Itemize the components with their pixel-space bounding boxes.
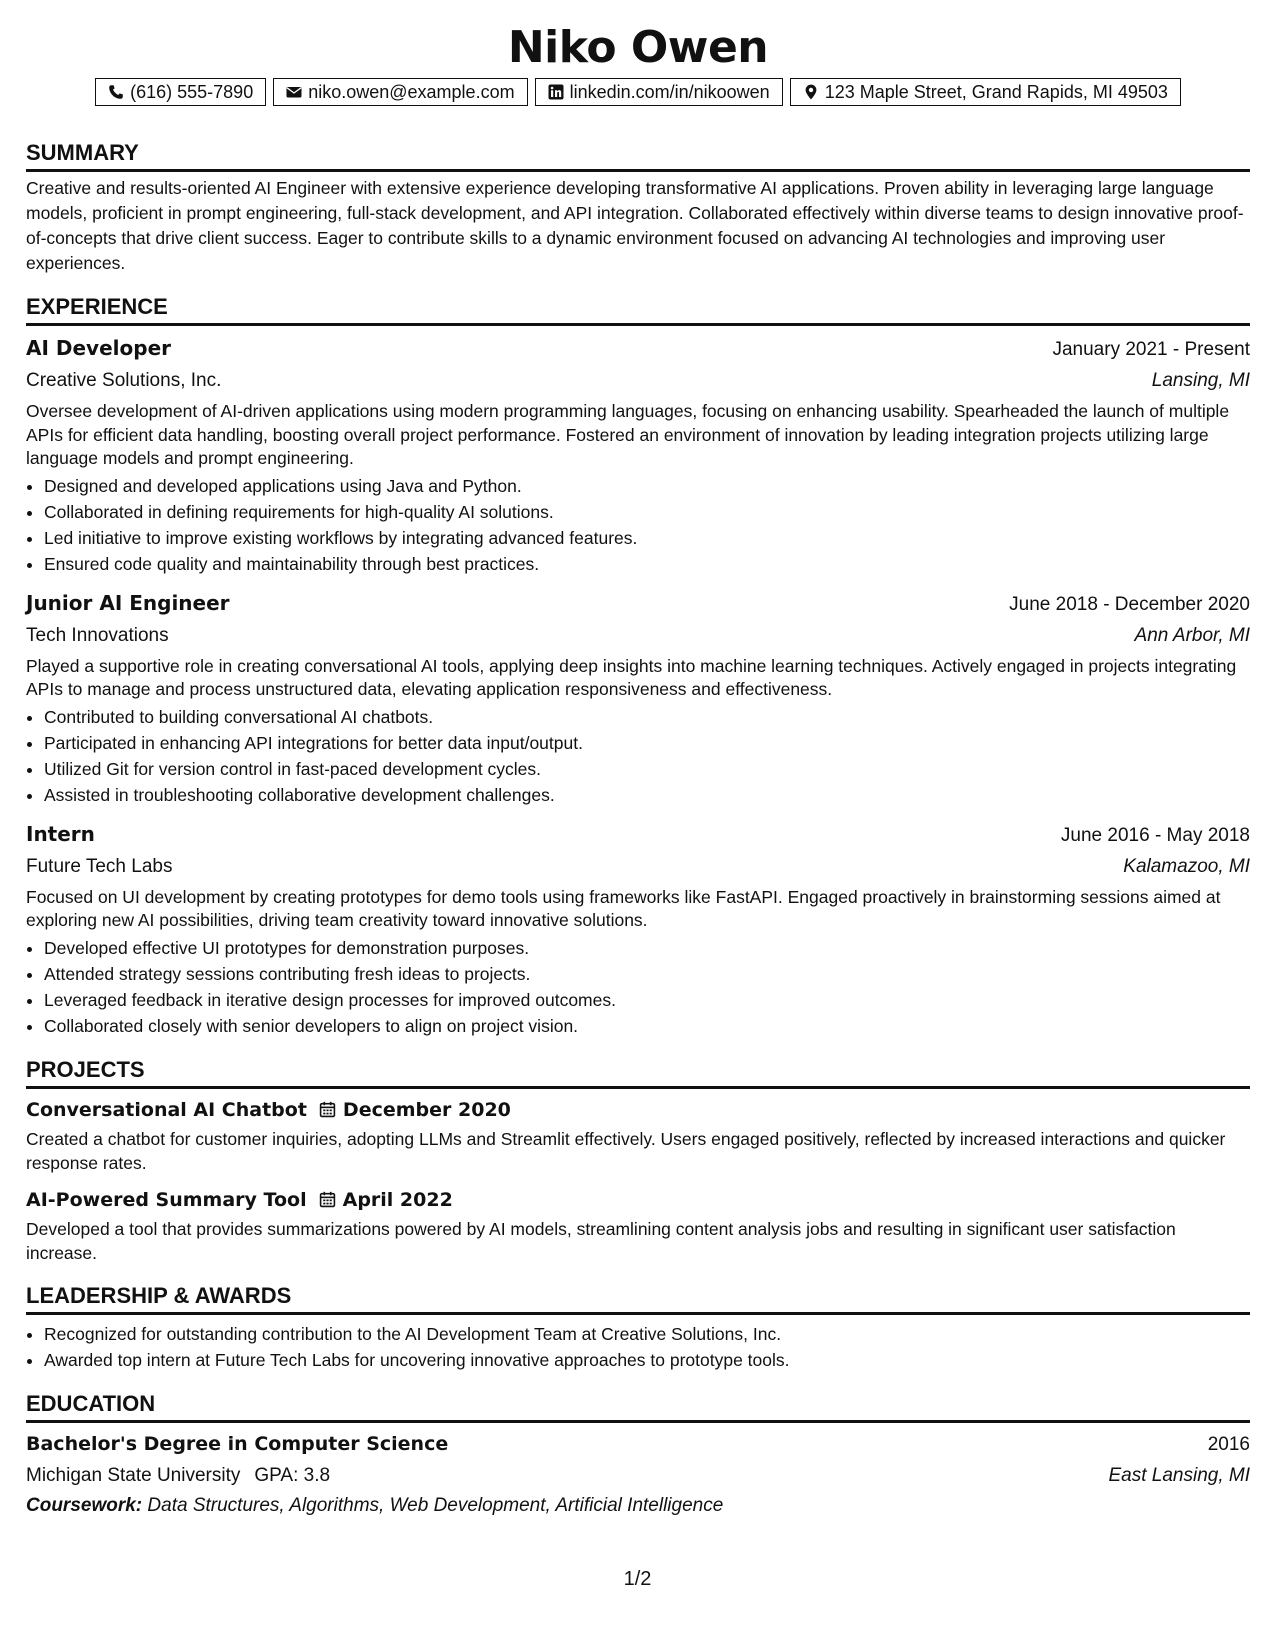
job-bullets <box>26 704 1250 808</box>
section-title-experience: EXPERIENCE <box>26 294 1250 326</box>
list-item: • Collaborated in defining requirements for high-quality AI solutions. <box>44 499 1250 525</box>
map-marker-icon <box>803 84 819 100</box>
company-name: Future Tech Labs <box>26 855 173 877</box>
job-title: AI Developer <box>26 336 171 360</box>
contact-email[interactable] <box>273 78 527 106</box>
gpa: GPA: 3.8 <box>254 1464 331 1486</box>
linkedin-icon <box>548 84 564 100</box>
job-location: Ann Arbor, MI <box>1134 624 1250 646</box>
contact-address <box>790 78 1181 106</box>
candidate-name: Niko Owen <box>507 22 769 73</box>
experience-entry <box>26 332 1250 577</box>
project-date: December 2020 <box>342 1098 511 1121</box>
list-item: • Assisted in troubleshooting collaborative development challenges. <box>44 782 1250 808</box>
leadership-section <box>26 1283 1250 1373</box>
job-description: Oversee development of AI-driven applications using modern programming languages, focusing on enhancing usability. Spearheaded the launch of multiple APIs for efficient data handling, boosting overall project performance. Fostered an environment of innovation by leading integration projects utilizing large language models and prompt engineering. <box>26 401 1230 468</box>
project-description: Created a chatbot for customer inquiries, adopting LLMs and Streamlit effectively. Users engaged positively, reflected by increased interactions and quicker response rates. <box>26 1128 1226 1173</box>
school-name: Michigan State University <box>26 1464 241 1486</box>
list-item: • Ensured code quality and maintainability through best practices. <box>44 551 1250 577</box>
list-item: • Leveraged feedback in iterative design processes for improved outcomes. <box>44 987 1250 1013</box>
contact-phone[interactable] <box>95 78 266 106</box>
company-name: Tech Innovations <box>26 624 169 646</box>
contact-linkedin-text: linkedin.com/in/nikoowen <box>569 81 770 102</box>
resume-page <box>26 0 1250 1521</box>
list-item: • Attended strategy sessions contributing fresh ideas to projects. <box>44 961 1250 987</box>
experience-entry <box>26 818 1250 1039</box>
job-dates: June 2016 - May 2018 <box>1060 824 1250 846</box>
degree-title: Bachelor's Degree in Computer Science <box>26 1432 449 1455</box>
job-location: Kalamazoo, MI <box>1123 855 1250 877</box>
list-item: • Collaborated closely with senior developers to align on project vision. <box>44 1013 1250 1039</box>
envelope-icon <box>286 84 302 100</box>
calendar-icon <box>319 1101 336 1118</box>
page-number: 1/2 <box>623 1568 652 1590</box>
project-name: AI-Powered Summary Tool <box>26 1188 307 1211</box>
list-item: • Recognized for outstanding contribution to the AI Development Team at Creative Solutions, Inc. <box>44 1321 1250 1347</box>
job-bullets <box>26 473 1250 577</box>
project-description: Developed a tool that provides summarizations powered by AI models, streamlining content analysis jobs and resulting in significant user satisfaction increase. <box>26 1218 1176 1263</box>
project-entry <box>26 1185 1250 1265</box>
job-location: Lansing, MI <box>1151 370 1250 391</box>
contact-address-text: 123 Maple Street, Grand Rapids, MI 49503 <box>824 81 1168 102</box>
job-dates: June 2018 - December 2020 <box>1009 593 1250 615</box>
list-item: • Awarded top intern at Future Tech Labs for uncovering innovative approaches to prototype tools. <box>44 1347 1250 1373</box>
list-item: • Contributed to building conversational AI chatbots. <box>44 704 1250 730</box>
education-entry <box>26 1429 1250 1521</box>
phone-icon <box>108 84 124 100</box>
coursework-label: Coursework: <box>26 1494 143 1516</box>
job-title: Junior AI Engineer <box>26 590 230 615</box>
list-item: • Led initiative to improve existing workflows by integrating advanced features. <box>44 525 1250 551</box>
list-item: • Designed and developed applications using Java and Python. <box>44 473 1250 499</box>
section-title-summary: SUMMARY <box>26 140 1250 172</box>
job-title: Intern <box>26 821 95 846</box>
section-title-projects: PROJECTS <box>26 1057 1250 1089</box>
contact-email-text: niko.owen@example.com <box>308 81 515 102</box>
calendar-icon <box>319 1191 336 1208</box>
company-name: Creative Solutions, Inc. <box>26 370 222 391</box>
project-date: April 2022 <box>342 1188 453 1211</box>
leadership-bullets <box>26 1321 1250 1373</box>
list-item: • Utilized Git for version control in fast-paced development cycles. <box>44 756 1250 782</box>
contact-linkedin[interactable] <box>535 78 783 106</box>
summary-section <box>26 140 1250 276</box>
contact-phone-text: (616) 555-7890 <box>130 81 254 102</box>
section-title-education: EDUCATION <box>26 1391 1250 1423</box>
education-section <box>26 1391 1250 1521</box>
school-location: East Lansing, MI <box>1108 1464 1250 1486</box>
section-title-leadership: LEADERSHIP & AWARDS <box>26 1283 1250 1315</box>
job-dates: January 2021 - Present <box>1052 339 1250 360</box>
experience-entry <box>26 587 1250 808</box>
job-description: Focused on UI development by creating prototypes for demo tools using frameworks like FastAPI. Engaged proactively in brainstorming sessions aimed at exploring new AI possibilities, driving team creativity toward innovative solutions. <box>26 886 1221 930</box>
job-bullets <box>26 935 1250 1039</box>
coursework-list: Data Structures, Algorithms, Web Development, Artificial Intelligence <box>147 1494 724 1516</box>
project-name: Conversational AI Chatbot <box>26 1098 307 1121</box>
list-item: • Participated in enhancing API integrations for better data input/output. <box>44 730 1250 756</box>
job-description: Played a supportive role in creating conversational AI tools, applying deep insights into machine learning techniques. Actively engaged in projects integrating APIs to manage and process unstructured data, elevating application responsiveness and effectiveness. <box>26 655 1237 699</box>
project-entry <box>26 1095 1250 1175</box>
projects-section <box>26 1057 1250 1265</box>
coursework <box>26 1491 1250 1521</box>
graduation-year: 2016 <box>1207 1433 1250 1455</box>
contact-bar <box>26 78 1250 106</box>
summary-text: Creative and results-oriented AI Engineer with extensive experience developing transformative AI applications. Proven ability in leveraging large language models, proficient in prompt engineering, full-stack development, and API integration. Collaborated effectively within diverse teams to design innovative proof-of-concepts that drive client success. Eager to contribute skills to a dynamic environment focused on advancing AI technologies and improving user experiences. <box>26 178 1244 273</box>
experience-section <box>26 294 1250 1039</box>
list-item: • Developed effective UI prototypes for demonstration purposes. <box>44 935 1250 961</box>
